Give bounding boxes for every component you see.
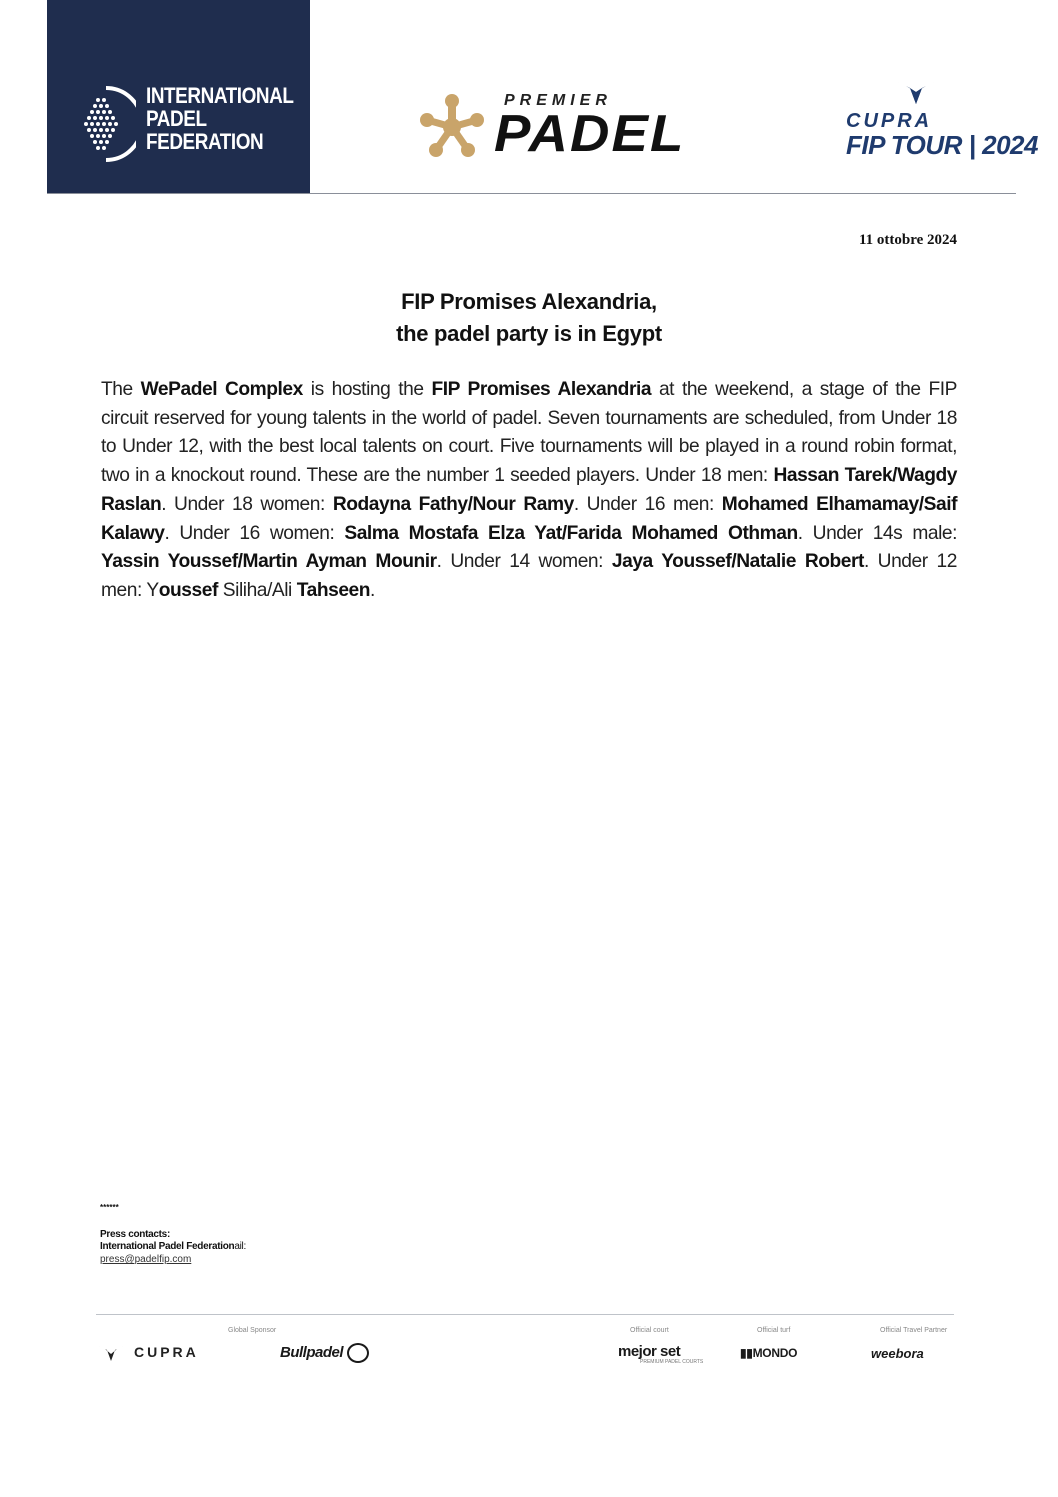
press-contact-org xyxy=(100,1241,246,1253)
body-bold-run: Hassan Tarek/Wagdy Raslan xyxy=(101,465,957,515)
sponsor-bullpadel-text: Bullpadel xyxy=(280,1343,344,1361)
premier-word: PREMIER xyxy=(504,92,612,109)
body-bold-run: oussef xyxy=(158,579,218,601)
ipf-line-2: PADEL xyxy=(146,106,207,131)
article-body xyxy=(101,376,957,606)
sponsor-bullpadel xyxy=(280,1343,369,1363)
ipf-wordmark xyxy=(146,84,294,153)
fip-tour-2024: FIP TOUR | 2024 xyxy=(846,130,1038,160)
body-text-run: Siliha/Ali xyxy=(217,579,297,601)
body-text-run: . Under 14 women: xyxy=(436,551,612,573)
title-line-2: the padel party is in Egypt xyxy=(396,321,662,346)
body-text-run: is hosting the xyxy=(302,379,432,400)
article-title xyxy=(0,286,1058,350)
body-text-run: . Under 16 men: xyxy=(573,493,722,515)
title-line-1: FIP Promises Alexandria, xyxy=(401,289,657,314)
label-global-sponsor: Global Sponsor xyxy=(228,1327,277,1334)
body-text-run: . Under 12 men: Y xyxy=(101,551,957,601)
label-official-court: Official court xyxy=(630,1327,669,1334)
sponsor-mejorset: mejor set xyxy=(618,1343,681,1360)
body-text-run: The xyxy=(101,379,141,400)
body-text-run: at the weekend, a stage of the FIP circuit reserved for young talents in the world of padel. Seven tournaments are scheduled, from Under 18 to Under 12, with the best local talents on court. Five tournaments will be played in a round robin format, two in a knockout round. These are the number 1 seeded players. Under 18 men: xyxy=(101,379,957,487)
sponsor-mondo-text: MONDO xyxy=(752,1346,798,1360)
body-bold-run: Rodayna Fathy/Nour Ramy xyxy=(332,493,574,515)
header-divider xyxy=(47,193,1016,194)
press-email-link[interactable]: press@padelfip.com xyxy=(100,1254,192,1265)
body-bold-run: Yassin Youssef/Martin Ayman Mounir xyxy=(101,551,437,573)
sponsor-weebora: weebora xyxy=(871,1346,924,1361)
cupra-wordmark: CUPRA xyxy=(846,110,933,132)
press-contact-org-rest: ail: xyxy=(234,1241,246,1252)
separator-stars: ****** xyxy=(100,1203,119,1212)
ipf-logo-icon xyxy=(76,84,136,164)
press-contacts-heading: Press contacts: xyxy=(100,1229,170,1240)
body-bold-run: WePadel Complex xyxy=(140,379,303,400)
ipf-line-1: INTERNATIONAL xyxy=(146,83,294,108)
body-text-run: . xyxy=(370,579,375,601)
bullpadel-circle-icon xyxy=(347,1343,369,1363)
body-bold-run: Salma Mostafa Elza Yat/Farida Mohamed Othman xyxy=(344,522,798,544)
body-bold-run: Jaya Youssef/Natalie Robert xyxy=(611,551,864,573)
ipf-line-3: FEDERATION xyxy=(146,129,264,154)
body-text-run: . Under 18 women: xyxy=(161,493,333,515)
body-bold-run: Mohamed Elhamamay/Saif Kalawy xyxy=(101,493,958,544)
body-text-run: . Under 14s male: xyxy=(797,522,957,544)
label-official-travel: Official Travel Partner xyxy=(880,1327,948,1334)
body-bold-run: Tahseen xyxy=(296,579,371,601)
press-date: 11 ottobre 2024 xyxy=(858,232,957,248)
sponsor-cupra: CUPRA xyxy=(134,1344,199,1360)
body-bold-run: FIP Promises Alexandria xyxy=(431,379,652,400)
sponsor-cupra-icon xyxy=(98,1345,124,1363)
label-official-turf: Official turf xyxy=(757,1327,791,1334)
sponsor-divider xyxy=(96,1314,954,1315)
mondo-bars-icon: ▮▮ xyxy=(740,1346,753,1360)
cupra-logo-icon xyxy=(896,80,936,108)
sponsor-mondo xyxy=(740,1346,797,1360)
sponsor-mejorset-sub: PREMIUM PADEL COURTS xyxy=(640,1359,704,1365)
premier-padel-star-icon xyxy=(417,92,487,162)
press-contact-org-name: International Padel Federation xyxy=(100,1241,235,1252)
body-text-run: . Under 16 women: xyxy=(164,522,345,544)
padel-word: PADEL xyxy=(494,105,686,163)
